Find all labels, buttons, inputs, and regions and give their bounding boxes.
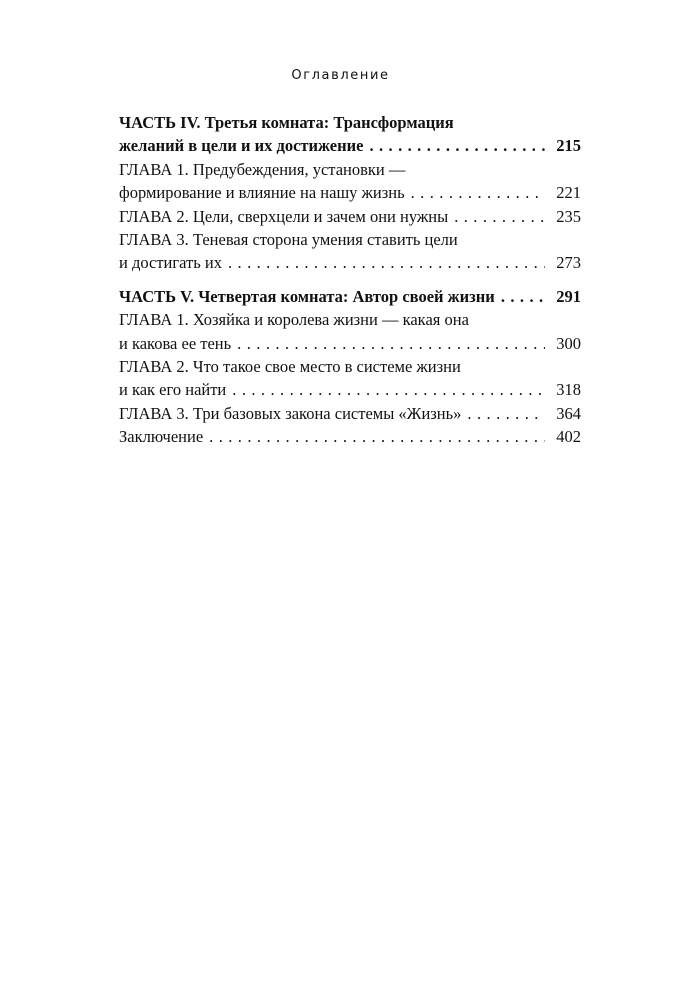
toc-entry-part-4[interactable]: [119, 111, 581, 158]
page-number: 402: [556, 427, 581, 447]
toc-title: Оглавление: [291, 68, 390, 83]
toc-entry-title: и какова ее тень: [119, 333, 232, 353]
page-number: 273: [556, 253, 581, 273]
toc-entry-title: и достигать их: [119, 253, 222, 273]
toc-entry-title: ГЛАВА 2. Что такое свое место в системе жизни: [119, 357, 461, 377]
toc-entry-chapter[interactable]: [119, 205, 581, 228]
page-number: 291: [556, 286, 581, 306]
toc-entry-conclusion[interactable]: [119, 425, 581, 448]
toc-entry-title: и как его найти: [119, 380, 227, 400]
toc-entry-title: формирование и влияние на нашу жизнь: [119, 183, 405, 203]
toc-entry-title: желаний в цели и их достижение: [119, 136, 364, 156]
dot-leader: [228, 251, 545, 274]
section-gap: [119, 275, 581, 285]
dot-leader: [467, 402, 545, 425]
dot-leader: [501, 285, 545, 308]
dot-leader: [237, 332, 545, 355]
toc-entry-title: Заключение: [119, 427, 204, 447]
page-number: 235: [556, 206, 581, 226]
dot-leader: [411, 181, 545, 204]
toc-entry-chapter[interactable]: [119, 355, 581, 402]
page-number: 300: [556, 333, 581, 353]
toc-entry-title: ГЛАВА 1. Хозяйка и королева жизни — какая она: [119, 310, 469, 330]
toc-entry-chapter[interactable]: [119, 228, 581, 275]
page-number: 221: [556, 183, 581, 203]
toc-entry-title: ЧАСТЬ V. Четвертая комната: Автор своей жизни: [119, 286, 495, 306]
dot-leader: [209, 425, 545, 448]
dot-leader: [232, 378, 545, 401]
dot-leader: [369, 134, 545, 157]
page-number: 215: [556, 136, 581, 156]
toc-entry-part-5[interactable]: [119, 285, 581, 308]
dot-leader: [454, 205, 545, 228]
toc-entry-title: ГЛАВА 3. Три базовых закона системы «Жизнь»: [119, 403, 462, 423]
page-number: 364: [556, 403, 581, 423]
table-of-contents: [119, 111, 581, 449]
toc-entry-chapter[interactable]: [119, 158, 581, 205]
page-number: 318: [556, 380, 581, 400]
toc-entry-title: ГЛАВА 1. Предубеждения, установки —: [119, 159, 406, 179]
toc-entry-chapter[interactable]: [119, 402, 581, 425]
toc-entry-title: ЧАСТЬ IV. Третья комната: Трансформация: [119, 113, 454, 132]
toc-entry-title: ГЛАВА 2. Цели, сверхцели и зачем они нужны: [119, 206, 449, 226]
toc-entry-title: ГЛАВА 3. Теневая сторона умения ставить цели: [119, 230, 458, 250]
toc-entry-chapter[interactable]: [119, 308, 581, 355]
